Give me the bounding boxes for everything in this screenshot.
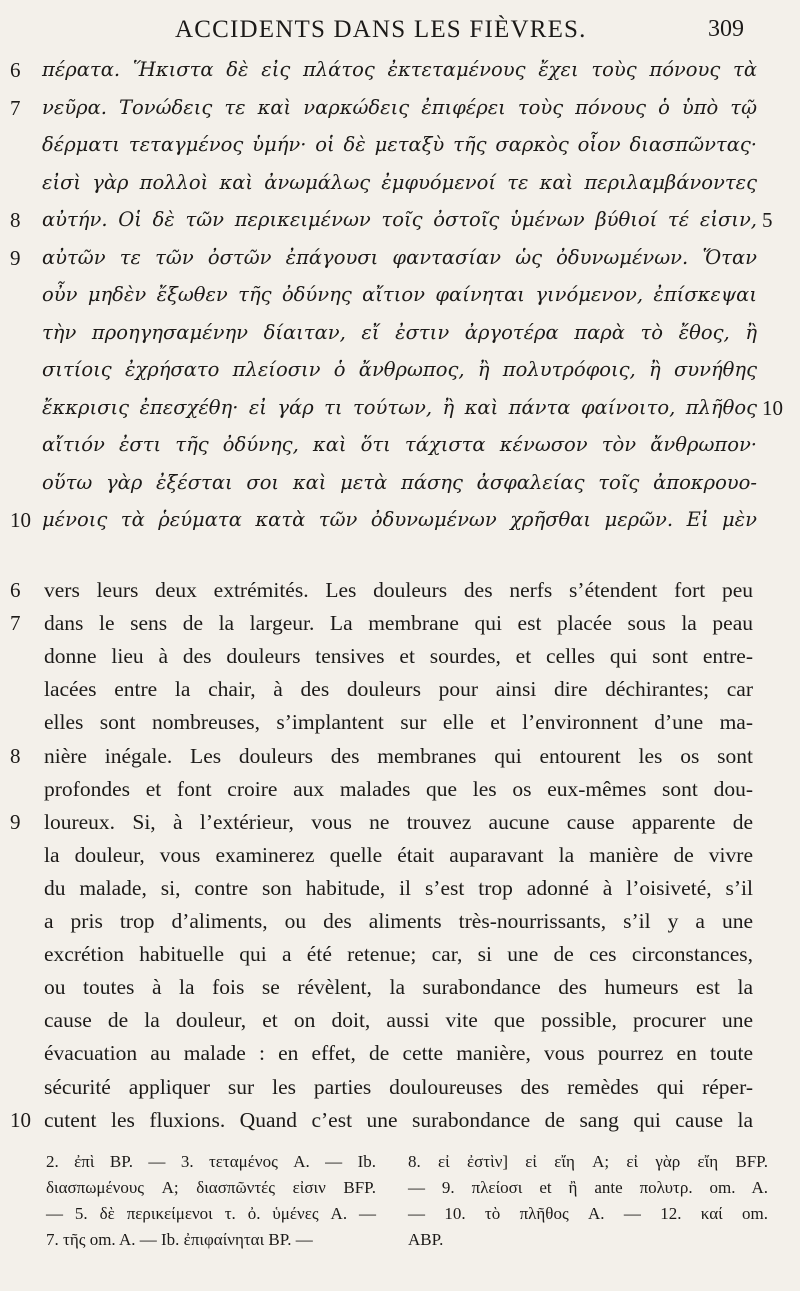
apparatus-line: — 9. πλείοσι et ἢ ante πολυτρ. om. A.: [408, 1178, 768, 1197]
margin-line-number: 9: [10, 809, 21, 834]
text-line: [0, 578, 800, 614]
text-line: [0, 1108, 800, 1144]
apparatus-column-left: [46, 1152, 376, 1256]
text-line: [0, 96, 800, 127]
apparatus-line: διασπωμένους A; διασπῶντές εἰσιν BFP.: [46, 1178, 376, 1197]
line-text: sécurité appliquer sur les parties douloureuses des remèdes qui réper-: [44, 1074, 753, 1099]
text-line: [0, 1075, 800, 1111]
line-text: σιτίοις ἐχρήσατο πλείοσιν ὁ ἄνθρωπος, ἢ πολυτρόφοις, ἢ συνήθης: [42, 358, 757, 381]
apparatus-line: — 10. τὸ πλῆθος A. — 12. καί om.: [408, 1204, 768, 1223]
line-text: αἴτιόν ἐστι τῆς ὀδύνης, καὶ ὅτι τάχιστα κένωσον τὸν ἄνθρωπον·: [42, 433, 757, 456]
text-line: [0, 975, 800, 1011]
apparatus-line: ABP.: [408, 1230, 444, 1249]
text-line: [0, 396, 800, 427]
line-text: οὕτω γὰρ ἐξέσται σοι καὶ μετὰ πάσης ἀσφαλείας τοῖς ἀποκρουο-: [42, 470, 757, 494]
line-text: profondes et font croire aux malades que les os eux-mêmes sont dou-: [44, 776, 753, 801]
line-text: loureux. Si, à l’extérieur, vous ne trouvez aucune cause apparente de: [44, 809, 753, 834]
margin-line-number: 6: [10, 578, 21, 602]
line-text: vers leurs deux extrémités. Les douleurs des nerfs s’étendent fort peu: [44, 578, 753, 602]
line-text: τὴν προηγησαμένην δίαιταν, εἴ ἐστιν ἀργοτέρα παρὰ τὸ ἔθος, ἢ: [42, 320, 757, 344]
text-line: [0, 358, 800, 389]
line-text: la douleur, vous examinerez quelle était auparavant la manière de vivre: [44, 842, 753, 867]
text-line: [0, 1041, 800, 1077]
text-line: [0, 909, 800, 945]
apparatus-line: 7. τῆς om. A. — Ib. ἐπιφαίνηται BP. —: [46, 1230, 313, 1249]
line-text: cutent les fluxions. Quand c’est une surabondance de sang qui cause la: [44, 1107, 753, 1132]
text-line: [0, 471, 800, 502]
text-line: [0, 611, 800, 647]
text-line: [0, 644, 800, 680]
text-line: [0, 942, 800, 978]
margin-line-number: 6: [10, 58, 21, 82]
text-line: [0, 876, 800, 912]
text-line: [0, 321, 800, 352]
text-line: [0, 246, 800, 277]
margin-line-number: 7: [10, 95, 21, 120]
line-text: πέρατα. Ἥκιστα δὲ εἰς πλάτος ἐκτεταμένους ἔχει τοὺς πόνους τὰ: [42, 58, 757, 81]
apparatus-line: 8. εἰ ἐστὶν] εἰ εἴη A; εἰ γὰρ εἴη BFP.: [408, 1152, 768, 1171]
text-line: [0, 171, 800, 202]
line-text: οὖν μηδὲν ἔξωθεν τῆς ὀδύνης αἴτιον φαίνηται γινόμενον, ἐπίσκεψαι: [42, 283, 757, 306]
line-text: donne lieu à des douleurs tensives et sourdes, et celles qui sont entre-: [44, 644, 753, 669]
text-line: [0, 283, 800, 314]
running-title: ACCIDENTS DANS LES FIÈVRES.: [175, 16, 587, 43]
line-text: lacées entre la chair, à des douleurs pour ainsi dire déchirantes; car: [44, 677, 753, 702]
text-line: [0, 710, 800, 746]
text-line: [0, 508, 800, 539]
apparatus-line: — 5. δὲ περικείμενοι τ. ὀ. ὑμένες A. —: [46, 1204, 376, 1223]
text-line: [0, 843, 800, 879]
line-text: δέρματι τεταγμένος ὑμήν· οἱ δὲ μεταξὺ τῆς σαρκὸς οἷον διασπῶντας·: [42, 133, 757, 156]
line-text: ou toutes à la fois se révèlent, la surabondance des humeurs est la: [44, 975, 753, 1000]
page-number: 309: [708, 16, 744, 42]
apparatus-line: 2. ἐπὶ BP. — 3. τεταμένος A. — Ib.: [46, 1152, 376, 1171]
apparatus-column-right: [408, 1152, 768, 1256]
line-text: nière inégale. Les douleurs des membranes qui entourent les os sont: [44, 743, 753, 768]
line-text: μένοις τὰ ῥεύματα κατὰ τῶν ὀδυνωμένων χρῆσθαι μερῶν. Εἰ μὲν: [42, 508, 757, 531]
line-text: αὐτῶν τε τῶν ὀστῶν ἐπάγουσι φαντασίαν ὡς ὀδυνωμένων. Ὅταν: [42, 245, 757, 269]
margin-line-number: 10: [10, 508, 31, 532]
running-head: [0, 14, 800, 50]
text-line: [0, 777, 800, 813]
margin-line-number: 7: [10, 611, 21, 636]
line-text: ἔκκρισις ἐπεσχέθη· εἰ γάρ τι τούτων, ἢ καὶ πάντα φαίνοιτο, πλῆθος: [42, 395, 757, 419]
text-line: [0, 58, 800, 89]
line-text: elles sont nombreuses, s’implantent sur elle et l’environnent d’une ma-: [44, 710, 753, 735]
right-margin-line-number: 5: [762, 208, 773, 232]
text-line: [0, 1008, 800, 1044]
line-text: cause de la douleur, et on doit, aussi vite que possible, procurer une: [44, 1008, 753, 1033]
line-text: évacuation au malade : en effet, de cette manière, vous pourrez en toute: [44, 1041, 753, 1066]
margin-line-number: 9: [10, 245, 21, 270]
line-text: du malade, si, contre son habitude, il s’est trop adonné à l’oisiveté, s’il: [44, 875, 753, 900]
margin-line-number: 8: [10, 208, 21, 232]
text-line: [0, 133, 800, 164]
right-margin-line-number: 10: [762, 395, 783, 420]
margin-line-number: 10: [10, 1107, 31, 1132]
text-line: [0, 744, 800, 780]
margin-line-number: 8: [10, 743, 21, 768]
line-text: εἰσὶ γὰρ πολλοὶ καὶ ἀνωμάλως ἐμφυόμενοί τε καὶ περιλαμβάνοντες: [42, 170, 757, 194]
line-text: dans le sens de la largeur. La membrane qui est placée sous la peau: [44, 611, 753, 636]
text-line: [0, 677, 800, 713]
line-text: a pris trop d’aliments, ou des aliments très-nourrissants, s’il y a une: [44, 909, 753, 933]
text-line: [0, 208, 800, 239]
line-text: νεῦρα. Τονώδεις τε καὶ ναρκώδεις ἐπιφέρει τοὺς πόνους ὁ ὑπὸ τῷ: [42, 95, 757, 119]
line-text: αὐτήν. Οἱ δὲ τῶν περικειμένων τοῖς ὀστοῖς ὑμένων βύθιοί τέ εἰσιν,: [42, 208, 757, 231]
text-line: [0, 433, 800, 464]
line-text: excrétion habituelle qui a été retenue; car, si une de ces circonstances,: [44, 942, 753, 967]
text-line: [0, 810, 800, 846]
